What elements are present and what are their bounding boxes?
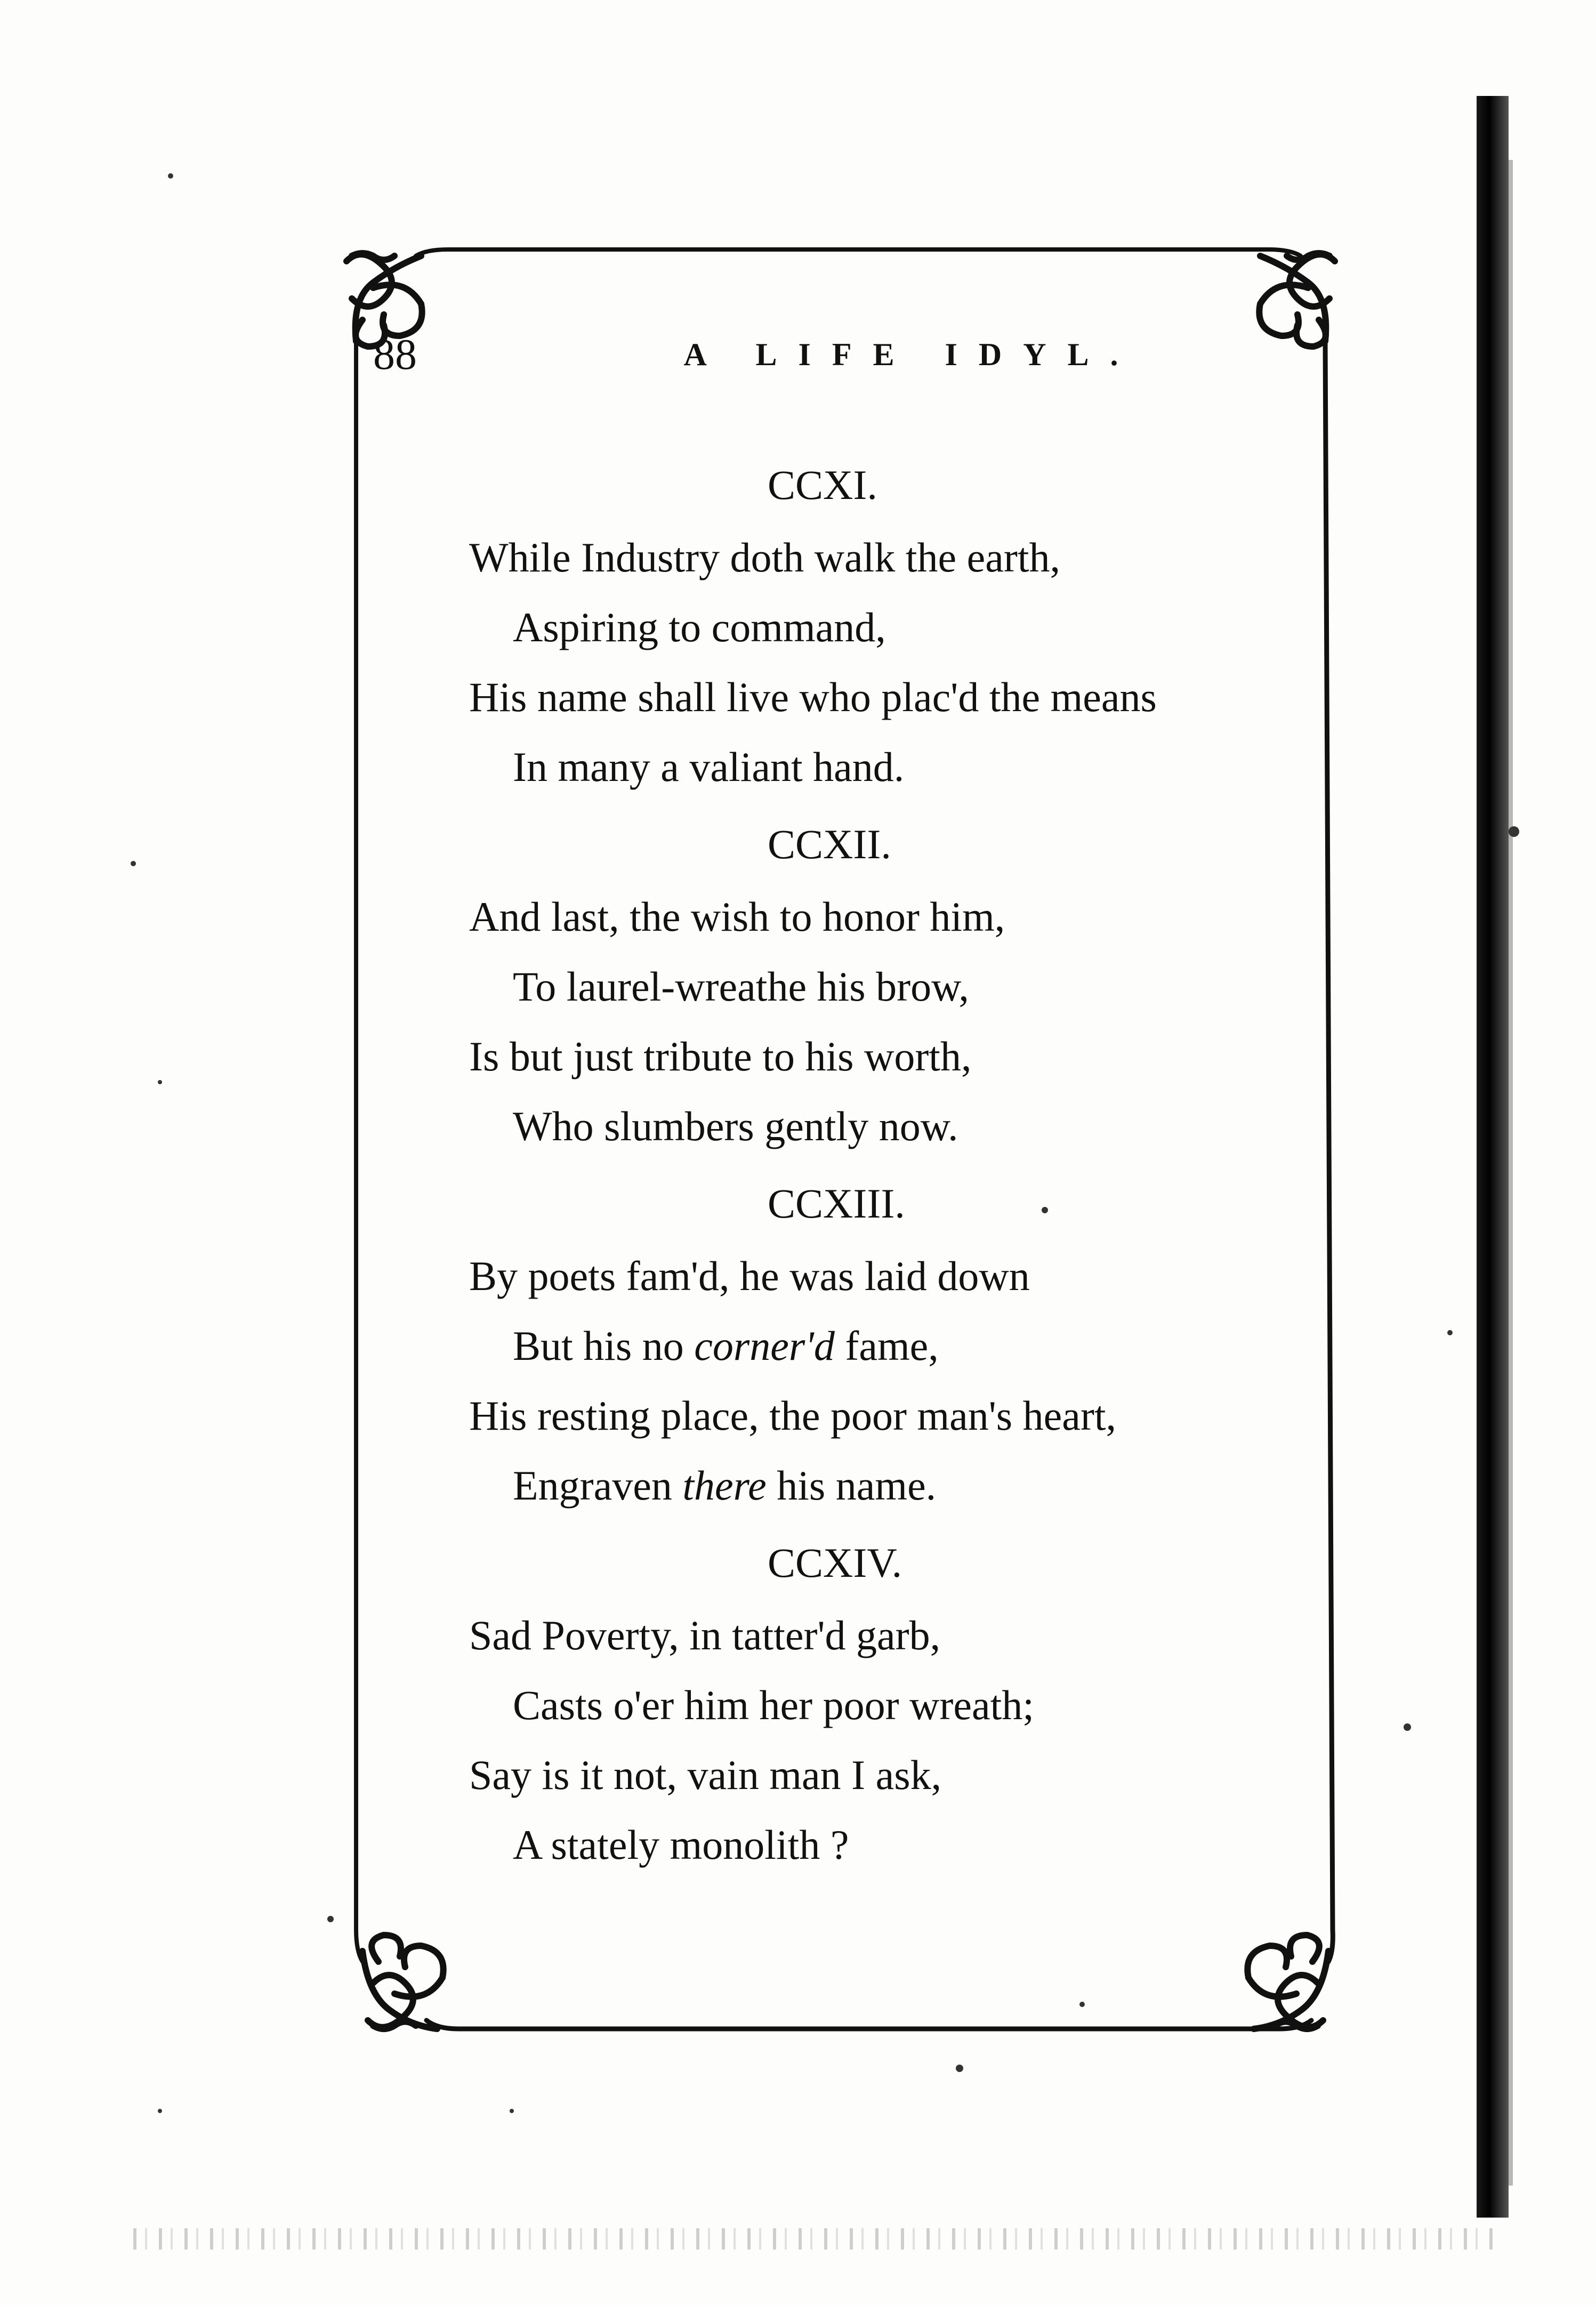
verse-italic-text: there [682,1462,767,1509]
verse-line [469,1450,1349,1520]
verse-line: Who slumbers gently now. [513,1103,958,1149]
verse-text: Engraven [513,1462,683,1509]
poem-body [469,453,1349,1890]
page-header [373,325,1375,384]
corner-ornament-bottom-right [1247,1935,1328,2029]
verse-italic-text: corner'd [694,1323,835,1369]
verse-line: In many a valiant hand. [513,744,905,790]
page-number: 88 [373,330,417,378]
verse-line [469,1311,1349,1381]
corner-ornament-bottom-left [362,1935,444,2029]
verse-line: And last, the wish to honor him, [469,893,1005,940]
verse-line: While Industry doth walk the earth, [469,534,1061,581]
verse-line: By poets fam'd, he was laid down [469,1253,1030,1299]
stanza-number: CCXIV. [768,1540,902,1586]
stanza-number: CCXI. [768,462,877,508]
verse-line: Is but just tribute to his worth, [469,1033,972,1079]
stanza [469,812,1349,1161]
stanza [469,1172,1349,1520]
verse-text: But his no [513,1323,695,1369]
verse-text: his name. [766,1462,937,1509]
verse-text: fame, [834,1323,939,1369]
verse-line: His name shall live who plac'd the means [469,674,1157,720]
stanza [469,453,1349,802]
verse-line: Aspiring to command, [513,604,886,650]
verse-line: Casts o'er him her poor wreath; [513,1682,1034,1728]
verse-line: A stately monolith ? [513,1822,849,1868]
verse-line: His resting place, the poor man's heart, [469,1392,1117,1439]
stanza-number: CCXII. [768,821,891,867]
stanza [469,1531,1349,1880]
verse-line: Sad Poverty, in tatter'd garb, [469,1612,941,1658]
running-title: A LIFE IDYL. [683,337,1140,372]
verse-line: Say is it not, vain man I ask, [469,1752,942,1798]
verse-line: To laurel-wreathe his brow, [513,963,969,1010]
stanza-number: CCXIII. [768,1180,905,1227]
